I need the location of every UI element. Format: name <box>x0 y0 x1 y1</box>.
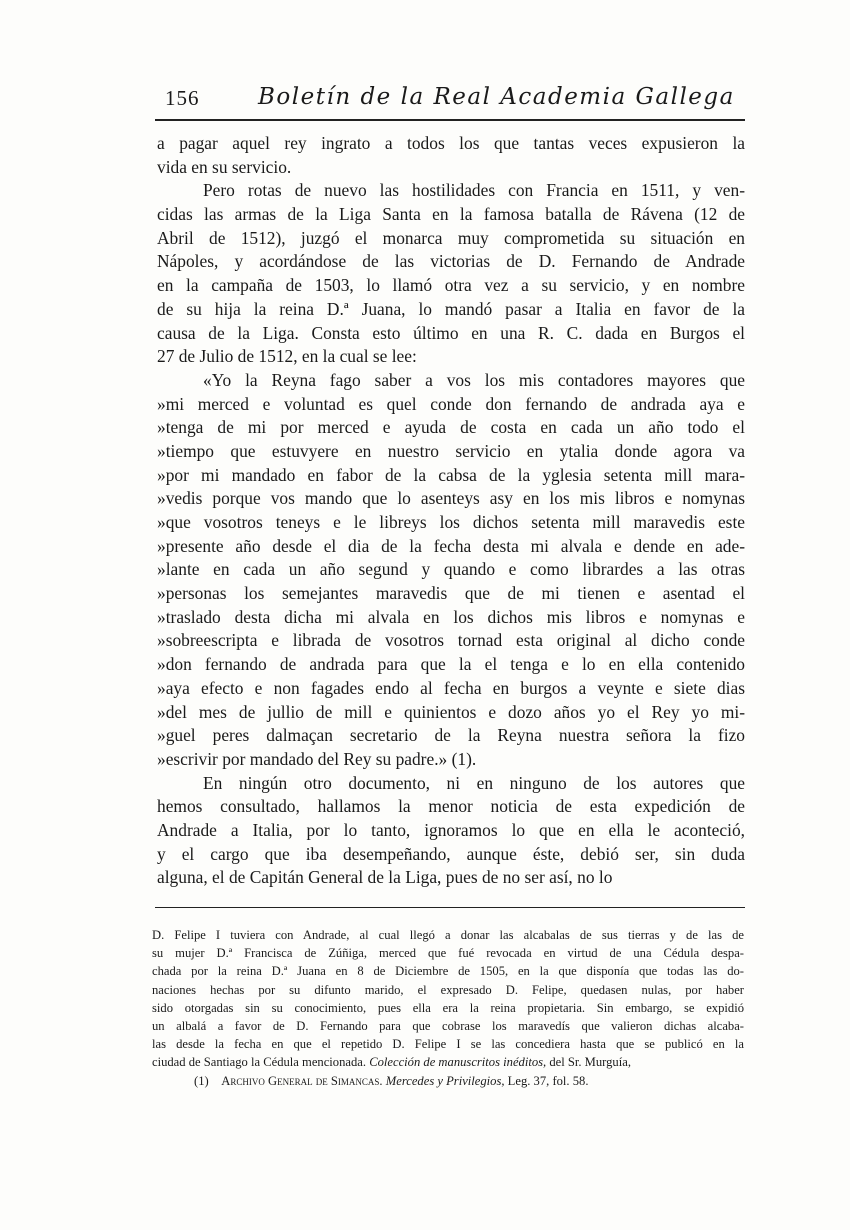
footnote-line: chada por la reina D.ª Juana en 8 de Diciembre de 1505, en la que disponía que todas las do- <box>152 964 744 979</box>
header-rule <box>155 119 745 121</box>
text-line: »escrivir por mandado del Rey su padre.» (1). <box>157 748 477 769</box>
text-line: »lante en cada un año segund y quando e como librardes a las otras <box>157 559 745 580</box>
footnote-rule <box>155 907 745 908</box>
text-line: »vedis porque vos mando que lo asenteys asy en los mis libros e nomynas <box>157 488 745 509</box>
text-line: »personas los semejantes maravedis que de mi tienen e asentad el <box>157 583 745 604</box>
text-line: »por mi mandado en fabor de la cabsa de la yglesia setenta mill mara- <box>157 464 745 485</box>
footnote-line: sido otorgadas sin su conocimiento, pues ella era la reina propietaria. Sin embargo, se expidió <box>152 1000 744 1015</box>
text-line: »mi merced e voluntad es quel conde don fernando de andrada aya e <box>157 393 745 414</box>
text-line: »traslado desta dicha mi alvala en los dichos mis libros e nomynas e <box>157 606 745 627</box>
footnotes <box>152 926 744 1090</box>
text-line: »del mes de jullio de mill e quinientos e dozo años yo el Rey yo mi- <box>157 701 745 722</box>
text-line: 27 de Julio de 1512, en la cual se lee: <box>157 346 417 367</box>
footnote-line: naciones hechas por su difunto marido, el expresado D. Felipe, quedasen nulas, por haber <box>152 982 744 997</box>
text-line: »don fernando de andrada para que la el tenga e lo en ella contenido <box>157 654 745 675</box>
text-line: Pero rotas de nuevo las hostilidades con Francia en 1511, y ven- <box>203 180 745 201</box>
footnote-archive: Archivo General de Simancas. <box>221 1073 383 1088</box>
text-line: alguna, el de Capitán General de la Liga, pues de no ser así, no lo <box>157 867 613 888</box>
footnote-series: Mercedes y Privilegios, <box>385 1073 505 1088</box>
body-text <box>157 132 745 890</box>
text-line: a pagar aquel rey ingrato a todos los que tantas veces expusieron la <box>157 133 745 153</box>
text-line: y el cargo que iba desempeñando, aunque éste, debió ser, sin duda <box>157 843 745 864</box>
text-line: hemos consultado, hallamos la menor noticia de esta expedición de <box>157 796 745 817</box>
text-line: causa de la Liga. Consta esto último en una R. C. dada en Burgos el <box>157 322 745 343</box>
text-line: En ningún otro documento, ni en ninguno de los autores que <box>203 772 745 793</box>
text-line: »tiempo que estuvyere en nuestro servicio en ytalia donde agora va <box>157 440 745 461</box>
text-line: Abril de 1512), juzgó el monarca muy comprometida su situación en <box>157 227 745 248</box>
text-line: cidas las armas de la Liga Santa en la famosa batalla de Rávena (12 de <box>157 204 745 225</box>
text-line: »que vosotros teneys e le libreys los dichos setenta mill maravedis este <box>157 512 745 532</box>
journal-title: Boletín de la Real Academia Gallega <box>258 84 735 110</box>
text-line: »tenga de mi por merced e ayuda de costa en cada un año todo el <box>157 417 745 438</box>
page-number: 156 <box>165 86 200 110</box>
footnote-italic-title: Colección de manuscritos inéditos, <box>369 1055 547 1070</box>
text-line: Andrade a Italia, por lo tanto, ignoramos lo que en ella le aconteció, <box>157 819 745 840</box>
footnote-line: las desde la fecha en que el repetido D. Felipe I se las concediera hasta que se publicó en la <box>152 1037 744 1052</box>
text-line: Nápoles, y acordándose de las victorias de D. Fernando de Andrade <box>157 251 745 272</box>
footnote-line: un albalá a favor de D. Fernando para que cobrase los maravedís que valieron dichas alcaba- <box>152 1018 744 1033</box>
footnote-marker: (1) <box>194 1073 209 1088</box>
text-line: »sobreescripta e librada de vosotros tornad esta original al dicho conde <box>157 630 745 651</box>
footnote-text: del Sr. Murguía, <box>549 1055 631 1070</box>
text-line: de su hija la reina D.ª Juana, lo mandó pasar a Italia en favor de la <box>157 298 745 319</box>
text-line: vida en su servicio. <box>157 156 292 177</box>
footnote-text: ciudad de Santiago la Cédula mencionada. <box>152 1055 367 1070</box>
text-line: en la campaña de 1503, lo llamó otra vez a su servicio, y en nombre <box>157 275 745 296</box>
footnote-reference: Leg. 37, fol. 58. <box>507 1073 589 1088</box>
footnote-line <box>152 1053 744 1071</box>
text-line: «Yo la Reyna fago saber a vos los mis contadores mayores que <box>203 369 745 390</box>
text-line: »aya efecto e non fagades endo al fecha en burgos a veynte e siete dias <box>157 677 745 698</box>
text-line: »presente año desde el dia de la fecha desta mi alvala e dende en ade- <box>157 535 745 556</box>
text-line: »guel peres dalmaçan secretario de la Reyna nuestra señora la fizo <box>157 725 745 746</box>
footnote-line: D. Felipe I tuviera con Andrade, al cual llegó a donar las alcabalas de sus tierras y de las de <box>152 928 744 942</box>
footnote-line: su mujer D.ª Francisca de Zúñiga, merced que fué revocada en virtud de una Cédula despa- <box>152 946 744 961</box>
footnote-1 <box>152 1072 744 1090</box>
